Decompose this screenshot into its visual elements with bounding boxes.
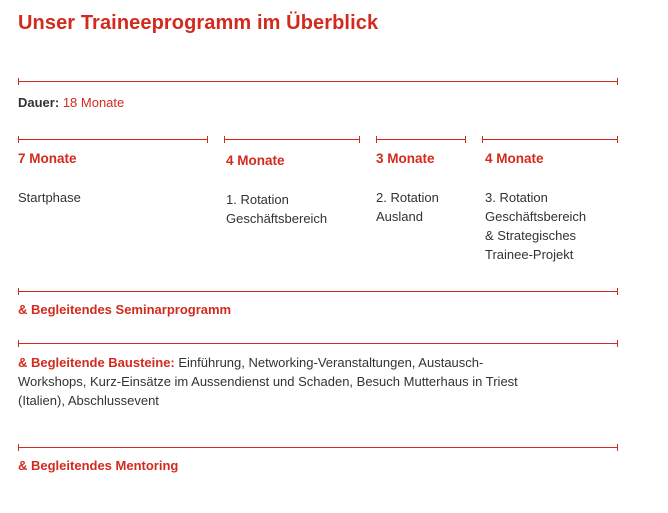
phase-4-rule bbox=[482, 139, 618, 140]
phase-4-line: 3. Rotation bbox=[485, 190, 548, 205]
duration-row bbox=[18, 93, 124, 112]
phase-2-rule bbox=[224, 139, 360, 140]
bausteine-text-1: Einführung, Networking-Veranstaltungen, Austausch- bbox=[174, 355, 484, 370]
mentoring-rule bbox=[18, 447, 618, 448]
phase-1-line: Startphase bbox=[18, 190, 81, 205]
bausteine-line bbox=[18, 353, 618, 372]
mentoring-text: & Begleitendes Mentoring bbox=[18, 458, 179, 473]
phase-3-line: Ausland bbox=[376, 209, 423, 224]
phase-4-line: & Strategisches bbox=[485, 228, 577, 243]
phase-3-description bbox=[376, 188, 439, 226]
phase-1-rule bbox=[18, 139, 208, 140]
phase-2-line: 1. Rotation bbox=[226, 192, 289, 207]
phase-2-line: Geschäftsbereich bbox=[226, 211, 328, 226]
bausteine-text bbox=[18, 353, 618, 410]
phase-1-description bbox=[18, 188, 81, 207]
page-title: Unser Traineeprogramm im Überblick bbox=[18, 12, 379, 34]
bausteine-line: Workshops, Kurz-Einsätze im Aussendienst und Schaden, Besuch Mutterhaus in Triest bbox=[18, 374, 518, 389]
phase-2-description bbox=[226, 190, 327, 228]
seminar-text: & Begleitendes Seminarprogramm bbox=[18, 302, 232, 317]
phase-3-months: 3 Monate bbox=[376, 151, 435, 166]
phase-4-description bbox=[485, 188, 586, 264]
phase-4-line: Trainee-Projekt bbox=[485, 247, 574, 262]
bausteine-line: (Italien), Abschlussevent bbox=[18, 393, 159, 408]
phase-3-line: 2. Rotation bbox=[376, 190, 439, 205]
phase-4-months: 4 Monate bbox=[485, 151, 544, 166]
bausteine-label: & Begleitende Bausteine: bbox=[18, 355, 175, 370]
seminar-rule bbox=[18, 291, 618, 292]
bausteine-rule bbox=[18, 343, 618, 344]
phase-4-line: Geschäftsbereich bbox=[485, 209, 587, 224]
phase-1-months: 7 Monate bbox=[18, 151, 77, 166]
duration-value: 18 Monate bbox=[62, 95, 125, 110]
duration-rule bbox=[18, 81, 618, 82]
phase-3-rule bbox=[376, 139, 466, 140]
duration-label: Dauer: bbox=[18, 95, 60, 110]
phase-2-months: 4 Monate bbox=[226, 153, 285, 168]
